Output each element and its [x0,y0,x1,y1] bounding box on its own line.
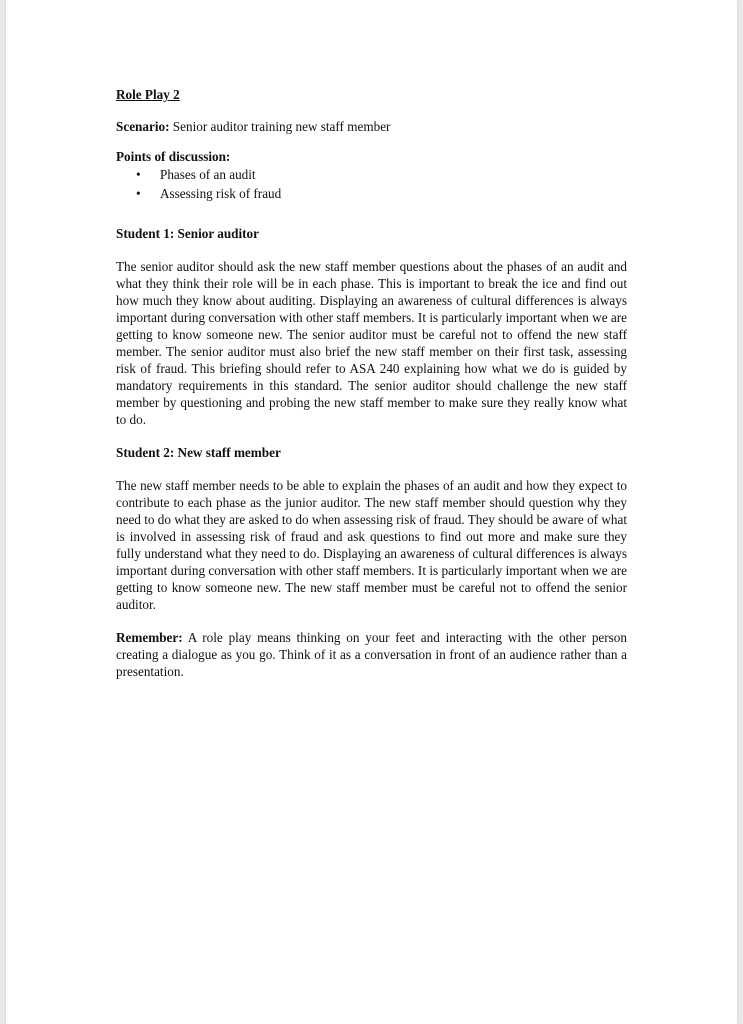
list-item [116,185,627,204]
remember-paragraph [116,629,627,680]
document-page [6,0,737,1024]
points-list [116,166,627,203]
scenario-label: Scenario: [116,119,170,134]
point-text: Phases of an audit [160,167,256,182]
point-text: Assessing risk of fraud [160,185,282,201]
remember-text: A role play means thinking on your feet and interacting with the other person creating a dialogue as you go. Think of it as a conversation in front of an audience rather than a presentation. [116,630,627,679]
student2-paragraph: The new staff member needs to be able to explain the phases of an audit and how they expect to contribute to each phase as the junior auditor. The new staff member should question why they need to do what they are asked to do when assessing risk of fraud. They should be aware of what is involved in assessing risk of fraud and ask questions to find out more and make sure they fully understand what they need to do. Displaying an awareness of cultural differences is always important during conversation with other staff members. It is particularly important when we are getting to know someone new. The new staff member must be careful not to offend the senior auditor. [116,478,627,612]
scenario-text: Senior auditor training new staff member [169,119,391,134]
student2-heading: Student 2: New staff member [116,445,281,460]
page-title: Role Play 2 [116,87,180,102]
bullet-icon: • [136,185,141,201]
remember-label: Remember: [116,630,183,645]
scenario-line [116,118,627,135]
document-content [116,86,627,696]
points-heading: Points of discussion: [116,149,231,164]
student1-paragraph: The senior auditor should ask the new staff member questions about the phases of an audit and what they think their role will be in each phase. This is important to break the ice and find out how much they know about auditing. Displaying an awareness of cultural differences is always important during conversation with other staff members. It is particularly important when we are getting to know someone new. The senior auditor must be careful not to offend the new staff member. The senior auditor must also brief the new staff member on their first task, assessing risk of fraud. This briefing should refer to ASA 240 explaining how what we do is guided by mandatory requirements in this standard. The senior auditor should challenge the new staff member by questioning and probing the new staff member to make sure they really know what to do. [116,259,627,427]
student1-heading: Student 1: Senior auditor [116,226,260,241]
bullet-icon: • [136,167,141,182]
list-item [116,166,627,185]
